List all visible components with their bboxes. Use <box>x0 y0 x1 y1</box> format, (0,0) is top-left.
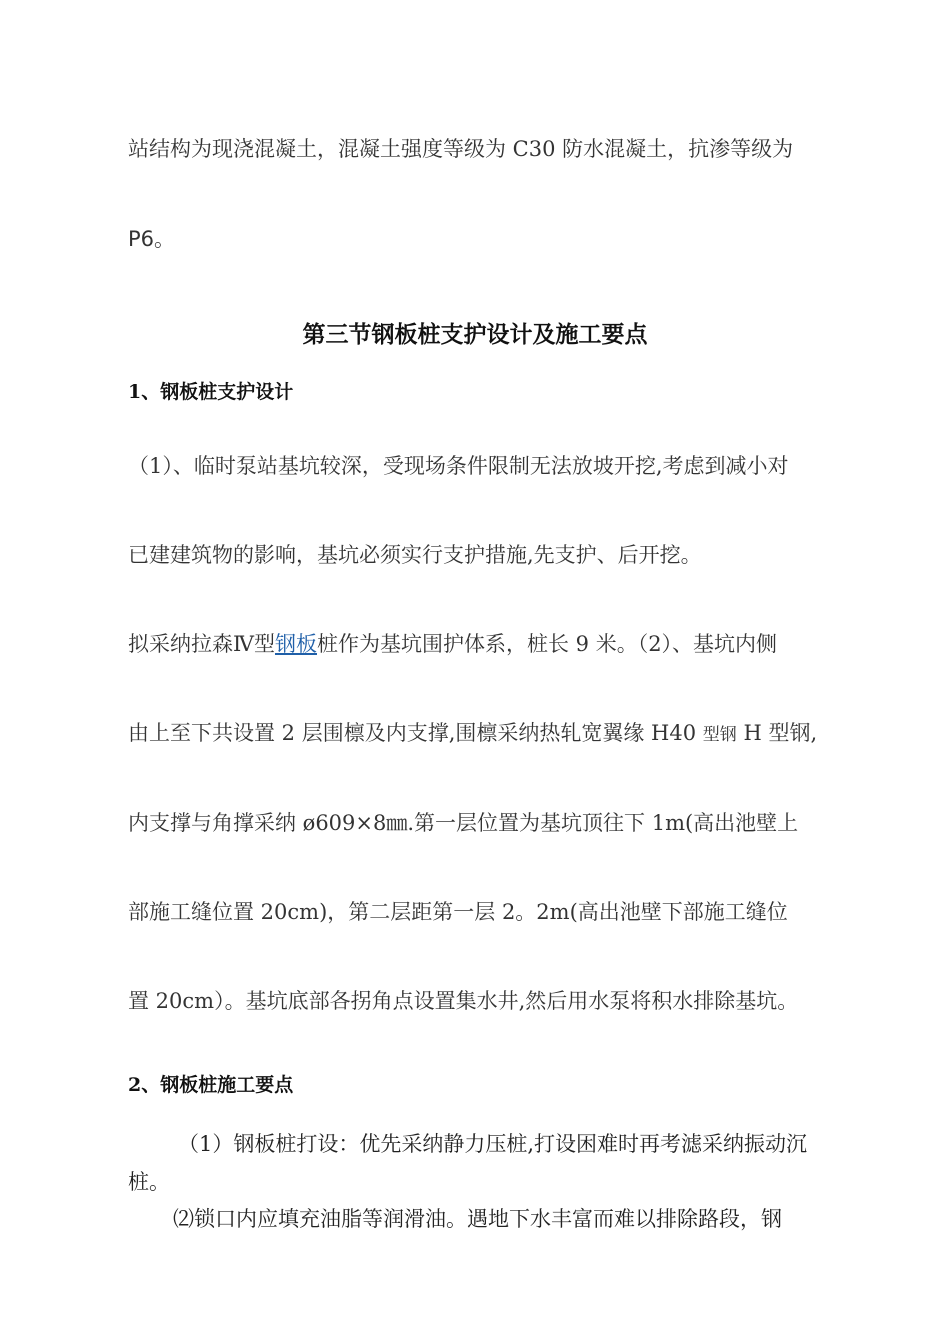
part1-line-4-a: 由上至下共设置 2 层围檩及内支撑,围檩采纳热轧宽翼缘 H40 <box>128 721 703 745</box>
part1-line-3 <box>128 629 777 659</box>
section-title: 第三节钢板桩支护设计及施工要点 <box>302 321 648 348</box>
part1-line-1: （1）、临时泵站基坑较深，受现场条件限制无法放坡开挖,考虑到减小对 <box>128 454 789 478</box>
part2-heading: 2、钢板桩施工要点 <box>128 1074 294 1096</box>
part1-line-2: 已建建筑物的影响，基坑必须实行支护措施,先支护、后开挖。 <box>128 543 702 567</box>
intro-line-1: 站结构为现浇混凝土，混凝土强度等级为 C30 防水混凝土，抗渗等级为 <box>128 137 794 161</box>
part1-line-6: 部施工缝位置 20cm)，第二层距第一层 2。2m(高出池壁下部施工缝位 <box>128 900 788 924</box>
part1-line-3-before: 拟采纳拉森Ⅳ型 <box>128 632 275 656</box>
part2-line-1: （1）钢板桩打设：优先采纳静力压桩,打设困难时再考滤采纳振动沉 <box>178 1132 808 1156</box>
steel-plate-link[interactable]: 钢板 <box>274 632 317 656</box>
part1-heading: 1、钢板桩支护设计 <box>128 381 294 403</box>
part1-line-4-small: 型钢 <box>702 725 737 745</box>
part1-line-3-after: 桩作为基坑围护体系，桩长 9 米。（2）、基坑内侧 <box>316 632 778 656</box>
part2-line-2: 桩。 <box>128 1170 170 1194</box>
part1-line-5: 内支撑与角撑采纳 ø609×8㎜.第一层位置为基坑顶往下 1m(高出池壁上 <box>128 811 799 835</box>
part2-line-3: ⑵锁口内应填充油脂等润滑油。遇地下水丰富而难以排除路段，钢 <box>173 1207 782 1231</box>
intro-line-2: P6。 <box>128 227 176 251</box>
part1-line-4-b: H 型钢, <box>736 721 818 745</box>
part1-line-7: 置 20cm）。基坑底部各拐角点设置集水井,然后用水泵将积水排除基坑。 <box>128 989 799 1013</box>
part1-line-4 <box>128 718 817 750</box>
